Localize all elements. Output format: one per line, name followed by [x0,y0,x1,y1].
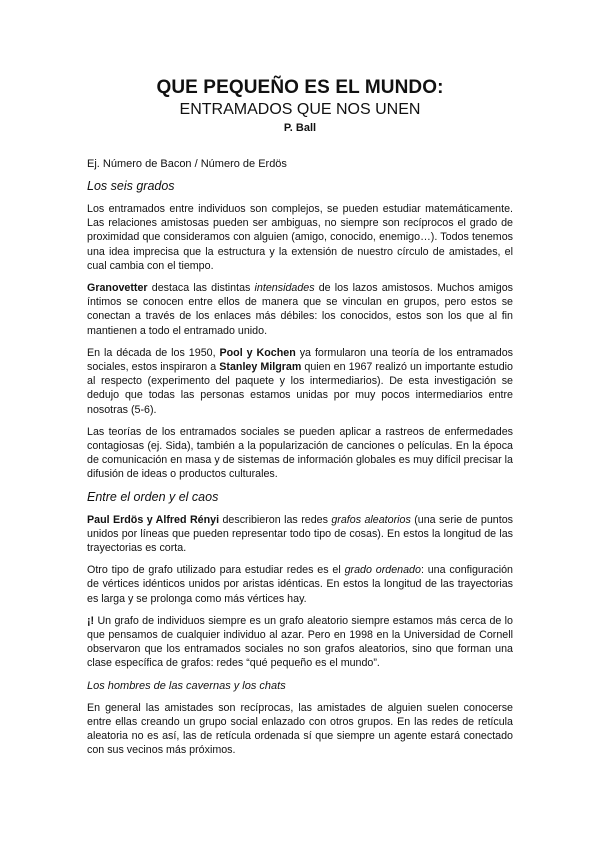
section-heading-seis-grados: Los seis grados [87,179,175,193]
paragraph: Otro tipo de grafo utilizado para estudiar redes es el grado ordenado: una configuración de vértices idénticos unidos por aristas idénticas. En estos la longitud de las trayectorias es larga y se prolonga como más vértices hay. [87,564,513,605]
paragraph: En la década de los 1950, Pool y Kochen ya formularon una teoría de los entramados sociales, estos inspiraron a Stanley Milgram quien en 1967 realizó un importante estudio al respecto (experimento del paquete y los intermediarios). De esta investigación se dedujo que todas las personas estamos unidas por muy pocos intermediarios entre nosotras (5-6). [87,346,513,416]
paragraph: ¡! Un grafo de individuos siempre es un grafo aleatorio siempre estamos más cerca de lo que pensamos de cualquier individuo al azar. Pero en 1998 en la Universidad de Cornell observaron que los entramados sociales no son grafos aleatorios, sino que forman una clase específica de grafos: redes “qué pequeño es el mundo”. [87,614,513,670]
person-name: Stanley Milgram [219,361,302,374]
paragraph: Paul Erdös y Alfred Rényi describieron las redes grafos aleatorios (una serie de puntos unidos por líneas que pueden representar todo tipo de cosas). En estos la longitud de las trayectorias es corta. [87,513,514,555]
paragraph: En general las amistades son recíprocas, las amistades de alguien suelen conocerse entre ellas creando un grupo social enlazado con otros grupos. En las redes de retícula aleatoria no es así, las de retícula ordenada sí que siempre un agente estará conectado con sus vecinos más próximos. [87,701,513,757]
person-name: Pool y Kochen [219,346,296,359]
exclamation-mark: ¡! [87,614,95,627]
emphasis: grado ordenado [344,564,421,577]
section-heading-cavernas-chats: Los hombres de las cavernas y los chats [87,679,286,692]
section-heading-orden-caos: Entre el orden y el caos [87,489,219,504]
paragraph: Granovetter destaca las distintas intensidades de los lazos amistosos. Muchos amigos íntimos se conocen entre ellos de manera que se vinculan en grupos, pero estos se conectan a través de los enlaces más débiles: los conocidos, estos son los que al fin mantienen a todo el entramado unido. [87,282,513,337]
emphasis: intensidades [254,282,315,295]
emphasis: grafos aleatorios [331,513,411,526]
paragraph: Las teorías de los entramados sociales se pueden aplicar a rastreos de enfermedades contagiosas (ej. Sida), también a la popularización de canciones o películas. En la época de comunicación en masa y de sistemas de información globales es muy difícil precisar la difusión de ideas o productos culturales. [87,425,513,481]
paragraph: Los entramados entre individuos son complejos, se pueden estudiar matemáticamente. Las relaciones amistosas pueden ser ambiguas, no siempre son recíprocos el grado de proximidad que consideramos con alguien (amigo, conocido, enemigo…). Todos tenemos una idea imprecisa que la estructura y la extensión de nuestro círculo de amistades, el cual cambia con el tiempo. [87,203,513,272]
document-author: P. Ball [283,122,317,134]
example-note: Ej. Número de Bacon / Número de Erdös [87,158,287,170]
document-subtitle: ENTRAMADOS QUE NOS UNEN [179,101,421,118]
person-name: Paul Erdös y Alfred Rényi [87,513,220,526]
document-title: QUE PEQUEÑO ES EL MUNDO: [156,77,444,98]
person-name: Granovetter [87,282,148,295]
